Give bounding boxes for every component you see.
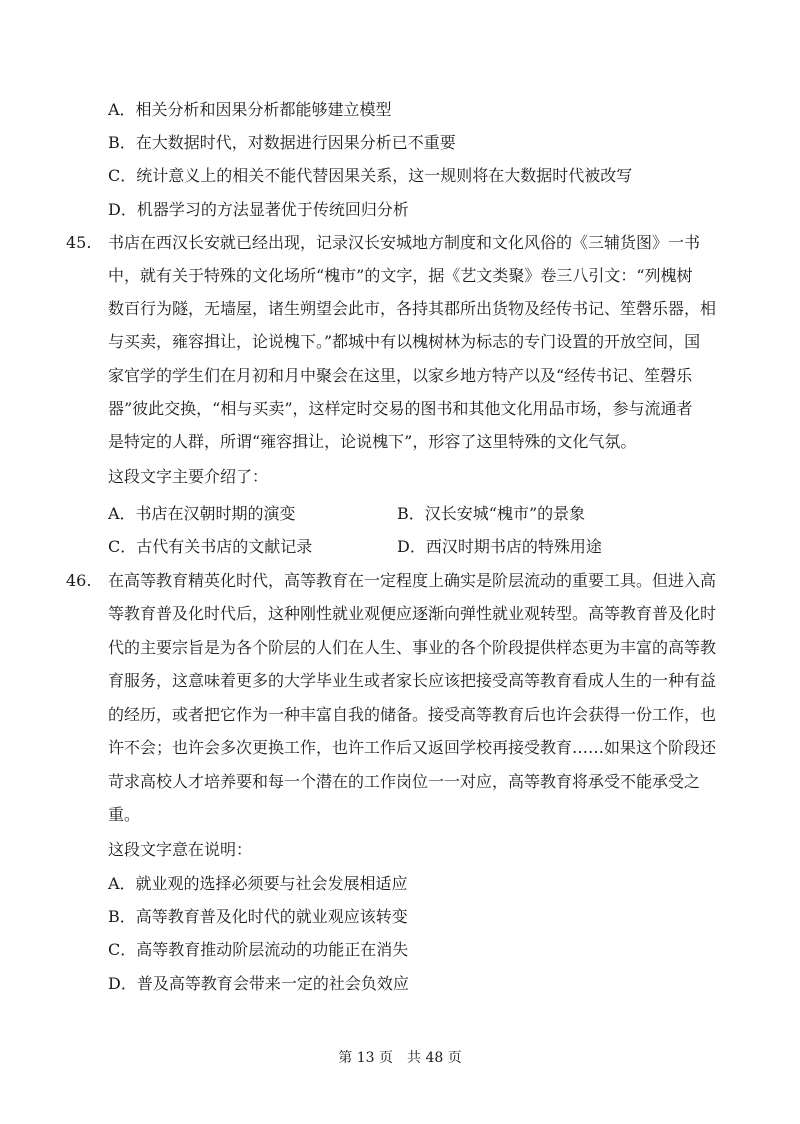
q46-text-line: 苛求高校人才培养要和每一个潜在的工作岗位一一对应，高等教育将承受不能承受之	[108, 772, 701, 791]
q46-option-a: A．就业观的选择必须要与社会发展相适应	[108, 874, 408, 893]
q45-text-line: 家官学的学生们在月初和月中聚会在这里，以家乡地方特产以及“经传书记、笙磬乐	[108, 366, 693, 385]
page-number: 第 13 页 共 48 页	[338, 1050, 462, 1066]
q45-number: 45.	[66, 233, 92, 252]
q45-text-line: 是特定的人群，所谓“雍容揖让，论说槐下”，形容了这里特殊的文化气氛。	[108, 432, 637, 451]
q45-option-c: C．古代有关书店的文献记录	[108, 537, 313, 556]
q44-option-d: D．机器学习的方法显著优于传统回归分析	[108, 200, 409, 219]
q45-option-d: D．西汉时期书店的特殊用途	[397, 537, 602, 556]
q45-option-b: B．汉长安城“槐市”的景象	[397, 504, 586, 523]
q46-text-line: 代的主要宗旨是为各个阶层的人们在人生、事业的各个阶段提供样态更为丰富的高等教	[108, 638, 717, 657]
q46-prompt: 这段文字意在说明：	[108, 840, 253, 859]
q46-option-b: B．高等教育普及化时代的就业观应该转变	[108, 907, 408, 926]
q46-option-c: C．高等教育推动阶层流动的功能正在消失	[108, 940, 409, 959]
q44-option-b: B．在大数据时代，对数据进行因果分析已不重要	[108, 133, 456, 152]
q45-text-line: 书店在西汉长安就已经出现，记录汉长安城地方制度和文化风俗的《三辅货图》一书	[108, 233, 701, 252]
q45-text-line: 中，就有关于特殊的文化场所“槐市”的文字，据《艺文类聚》卷三八引文：“列槐树	[108, 266, 693, 285]
q44-option-c: C．统计意义上的相关不能代替因果关系，这一规则将在大数据时代被改写	[108, 166, 633, 185]
q46-text-line: 在高等教育精英化时代，高等教育在一定程度上确实是阶层流动的重要工具。但进入高	[108, 571, 717, 590]
q46-text-line: 育服务，这意味着更多的大学毕业生或者家长应该把接受高等教育看成人生的一种有益	[108, 671, 717, 690]
q46-text-line: 重。	[108, 805, 141, 824]
q46-text-line: 许不会；也许会多次更换工作，也许工作后又返回学校再接受教育……如果这个阶段还	[108, 738, 717, 757]
q45-option-a: A．书店在汉朝时期的演变	[108, 504, 296, 523]
q45-text-line: 与买卖，雍容揖让，论说槐下。”都城中有以槐树林为标志的专门设置的开放空间，国	[108, 332, 701, 351]
q46-text-line: 的经历，或者把它作为一种丰富自我的储备。接受高等教育后也许会获得一份工作，也	[108, 705, 717, 724]
q46-text-line: 等教育普及化时代后，这种刚性就业观便应逐渐向弹性就业观转型。高等教育普及化时	[108, 604, 717, 623]
q46-number: 46.	[66, 571, 92, 590]
q46-option-d: D．普及高等教育会带来一定的社会负效应	[108, 974, 409, 993]
q45-text-line: 数百行为隧，无墙屋，诸生朔望会此市，各持其郡所出货物及经传书记、笙磬乐器，相	[108, 299, 717, 318]
q45-prompt: 这段文字主要介绍了：	[108, 467, 269, 486]
q44-option-a: A．相关分析和因果分析都能够建立模型	[108, 100, 392, 119]
q45-text-line: 器”彼此交换，“相与买卖”，这样定时交易的图书和其他文化用品市场，参与流通者	[108, 399, 693, 418]
